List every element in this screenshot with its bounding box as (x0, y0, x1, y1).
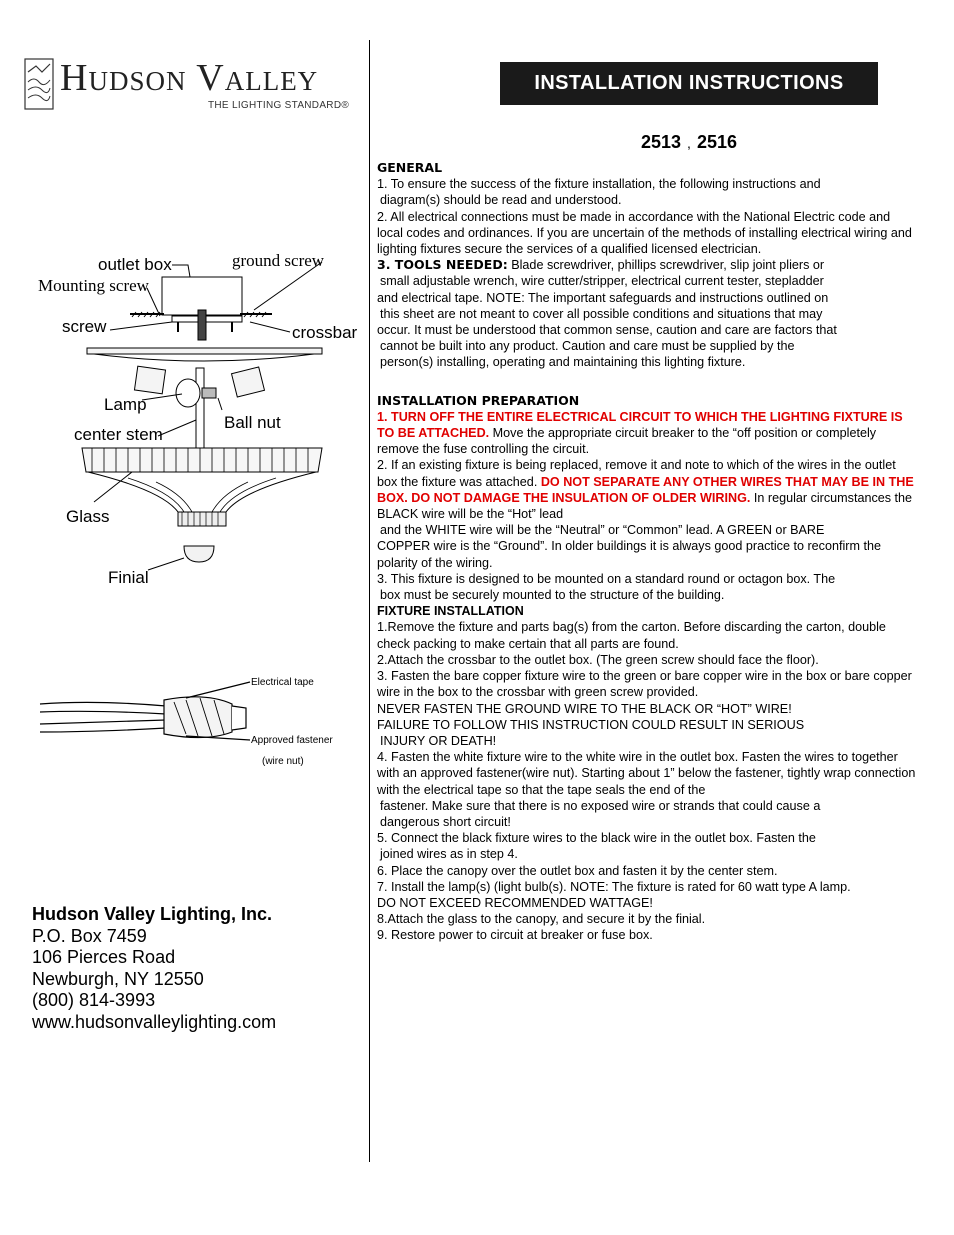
preparation-step-1-warning: 1. TURN OFF THE ENTIRE ELECTRICAL CIRCUIT TO WHICH THE LIGHTING FIXTURE IS TO BE ATTACHED. (377, 409, 903, 441)
install-step-4b: fastener. Make sure that there is no exposed wire or strands that could cause a (380, 798, 821, 813)
preparation-step-2-warning: DO NOT SEPARATE ANY OTHER WIRES THAT MAY BE IN THE BOX. DO NOT DAMAGE THE INSULATION OF OLDER WIRING. (377, 474, 914, 505)
label-ball-nut: Ball nut (224, 413, 281, 432)
preparation-step-1-text: Move the appropriate circuit breaker to the “off position or completely remove the fuse controlling the circuit. (377, 426, 877, 457)
tools-text-1: Blade screwdriver, phillips screwdriver, slip joint pliers or (507, 258, 825, 273)
install-step-5b: joined wires as in step 4. (380, 847, 518, 862)
install-step-1: 1.Remove the fixture and parts bag(s) from the carton. Before discarding the carton, double check packing to make certain that all parts are found. (377, 620, 886, 651)
company-phone: (800) 814-3993 (32, 990, 156, 1011)
column-divider (369, 40, 370, 1162)
company-website: www.hudsonvalleylighting.com (32, 1011, 277, 1032)
instructions-text (377, 160, 917, 944)
preparation-step-1 (377, 409, 917, 458)
model-numbers (500, 132, 878, 153)
general-step-3 (377, 257, 917, 273)
brand-logo (24, 58, 364, 120)
label-screw: screw (62, 317, 107, 336)
wire-connection-diagram (36, 670, 356, 780)
install-step-4c: dangerous short circuit! (380, 814, 511, 829)
label-outlet-box: outlet box (98, 255, 172, 274)
logo-mark-icon (24, 58, 54, 110)
preparation-step-2-text-2c: COPPER wire is the “Ground”. In older buildings it is always good practice to reconfirm the polarity of the wiring. (377, 539, 881, 570)
label-mounting-screw: Mounting screw (38, 276, 149, 295)
tools-text-4: this sheet are not meant to cover all possible conditions and situations that may (380, 306, 823, 321)
install-step-2: 2.Attach the crossbar to the outlet box. (The green screw should face the floor). (377, 652, 819, 667)
install-step-3-warning-3: INJURY OR DEATH! (380, 733, 497, 748)
label-ground-screw: ground screw (232, 251, 325, 270)
tools-text-3: and electrical tape. NOTE: The important safeguards and instructions outlined on (377, 290, 829, 305)
fixture-installation-heading: FIXTURE INSTALLATION (377, 604, 524, 619)
install-step-6: 6. Place the canopy over the outlet box and fasten it by the center stem. (377, 863, 778, 878)
install-step-5a: 5. Connect the black fixture wires to the black wire in the outlet box. Fasten the (377, 831, 816, 846)
preparation-step-2-text-1: 2. If an existing fixture is being replaced, remove it and note to which of the wires in the outlet box the fixture was attached. (377, 458, 896, 489)
company-po-box: P.O. Box 7459 (32, 925, 147, 946)
install-step-8: 8.Attach the glass to the canopy, and secure it by the finial. (377, 912, 706, 927)
preparation-step-2-text-2a: In regular circumstances the BLACK wire will be the “Hot” lead (377, 490, 913, 522)
label-electrical-tape: Electrical tape (251, 677, 314, 688)
install-step-3-warning-1: NEVER FASTEN THE GROUND WIRE TO THE BLACK OR “HOT” WIRE! (377, 701, 792, 716)
tools-text-5: occur. It must be understood that common sense, caution and care are factors that (377, 323, 837, 338)
install-step-4a: 4. Fasten the white fixture wire to the white wire in the outlet box. Fasten the wires to together with an approved fastener(wire nut). Starting about 1” below the fastener, tightly wrap connection with the electrical tape so that the tape seals the end of the (377, 750, 916, 797)
tools-text-7: person(s) installing, operating and maintaining this lighting fixture. (380, 355, 746, 370)
company-contact (32, 904, 276, 1034)
label-wire-nut: (wire nut) (262, 756, 304, 767)
model-number-1: 2513 (641, 132, 682, 152)
tools-text-2: small adjustable wrench, wire cutter/stripper, electrical current tester, stepladder (380, 274, 824, 289)
label-lamp: Lamp (104, 395, 147, 414)
label-center-stem: center stem (74, 425, 163, 444)
preparation-step-3a: 3. This fixture is designed to be mounted on a standard round or octagon box. The (377, 571, 836, 586)
section-gap (377, 371, 917, 393)
tools-text-6: cannot be built into any product. Caution and care must be supplied by the (380, 339, 795, 354)
logo-tagline: THE LIGHTING STANDARD® (208, 100, 350, 111)
install-step-7: 7. Install the lamp(s) (light bulb(s). NOTE: The fixture is rated for 60 watt type A lamp. (377, 879, 851, 894)
install-step-3: 3. Fasten the bare copper fixture wire to the green or bare copper wire in the box or bare copper wire in the box to the crossbar with green screw provided. (377, 669, 912, 700)
page-title: INSTALLATION INSTRUCTIONS (500, 62, 878, 105)
general-step-1a: 1. To ensure the success of the fixture installation, the following instructions and (377, 177, 821, 192)
install-step-7-warning: DO NOT EXCEED RECOMMENDED WATTAGE! (377, 895, 653, 910)
install-step-9: 9. Restore power to circuit at breaker or fuse box. (377, 928, 653, 943)
company-street: 106 Pierces Road (32, 947, 176, 968)
install-step-3-warning-2: FAILURE TO FOLLOW THIS INSTRUCTION COULD RESULT IN SERIOUS (377, 717, 805, 732)
company-name: Hudson Valley Lighting, Inc. (32, 904, 273, 924)
general-heading: GENERAL (377, 160, 443, 175)
preparation-step-2-text-2b: and the WHITE wire will be the “Neutral” or “Common” lead. A GREEN or BARE (380, 523, 825, 538)
general-step-1b: diagram(s) should be read and understood. (380, 193, 622, 208)
preparation-step-2 (377, 457, 917, 522)
fixture-exploded-diagram (32, 240, 368, 600)
tools-needed-label: 3. TOOLS NEEDED: (377, 257, 508, 273)
company-city: Newburgh, NY 12550 (32, 968, 204, 989)
logo-name: Hudson Valley (60, 57, 319, 99)
label-glass: Glass (66, 507, 110, 526)
label-approved-fastener: Approved fastener (251, 735, 333, 746)
model-separator: , (687, 135, 691, 151)
label-finial: Finial (108, 568, 149, 587)
preparation-heading: INSTALLATION PREPARATION (377, 392, 580, 408)
label-crossbar: crossbar (292, 323, 358, 342)
preparation-step-3b: box must be securely mounted to the structure of the building. (380, 588, 725, 603)
model-number-2: 2516 (696, 132, 737, 152)
general-step-2: 2. All electrical connections must be made in accordance with the National Electric code and local codes and ordinances. If you are uncertain of the methods of installing electrical wiring and lighting fixtures secure the services of a qualified licensed electrician. (377, 209, 912, 257)
